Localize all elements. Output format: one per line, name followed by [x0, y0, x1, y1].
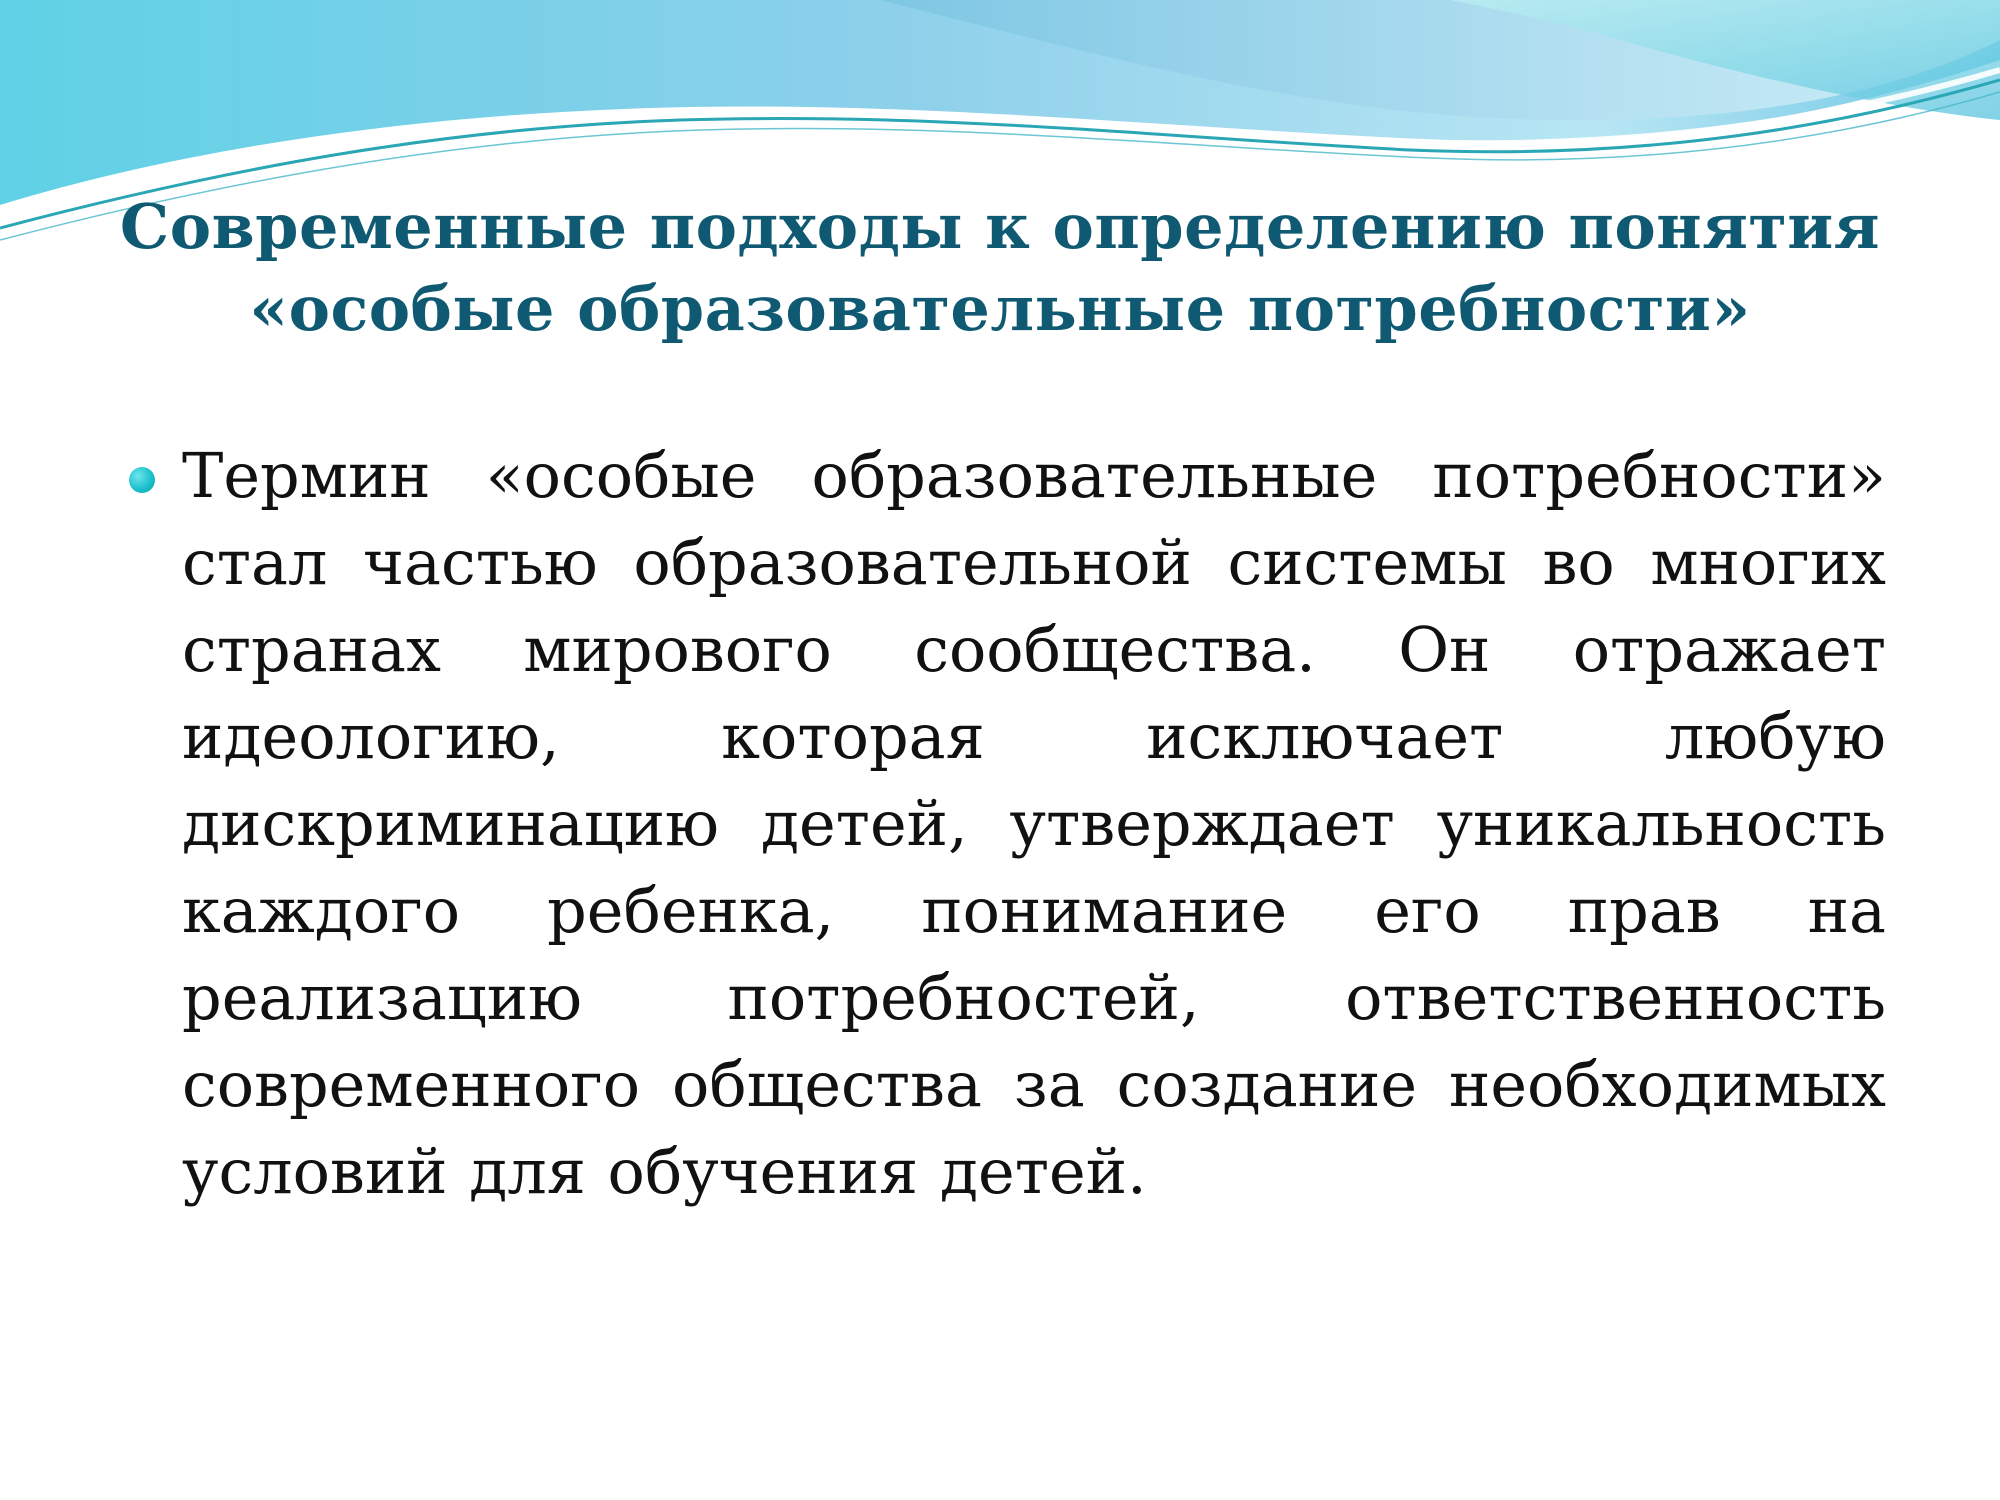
- slide-title: [60, 186, 1940, 350]
- bullet-dot-icon: [129, 467, 155, 493]
- slide-body: [126, 432, 1886, 1215]
- bullet-text: Термин «особые образовательные потребности» стал частью образовательной системы во многих странах мирового сообщества. Он отражает идеологию, которая исключает любую дискриминацию детей, утверждает уникальность каждого ребенка, понимание его прав на реализацию потребностей, ответственность современного общества за создание необходимых условий для обучения детей.: [182, 439, 1886, 1208]
- title-line-2: «особые образовательные потребности»: [249, 272, 1751, 345]
- bullet-item: [126, 432, 1886, 1215]
- title-line-1: Современные подходы к определению понятия: [119, 190, 1881, 263]
